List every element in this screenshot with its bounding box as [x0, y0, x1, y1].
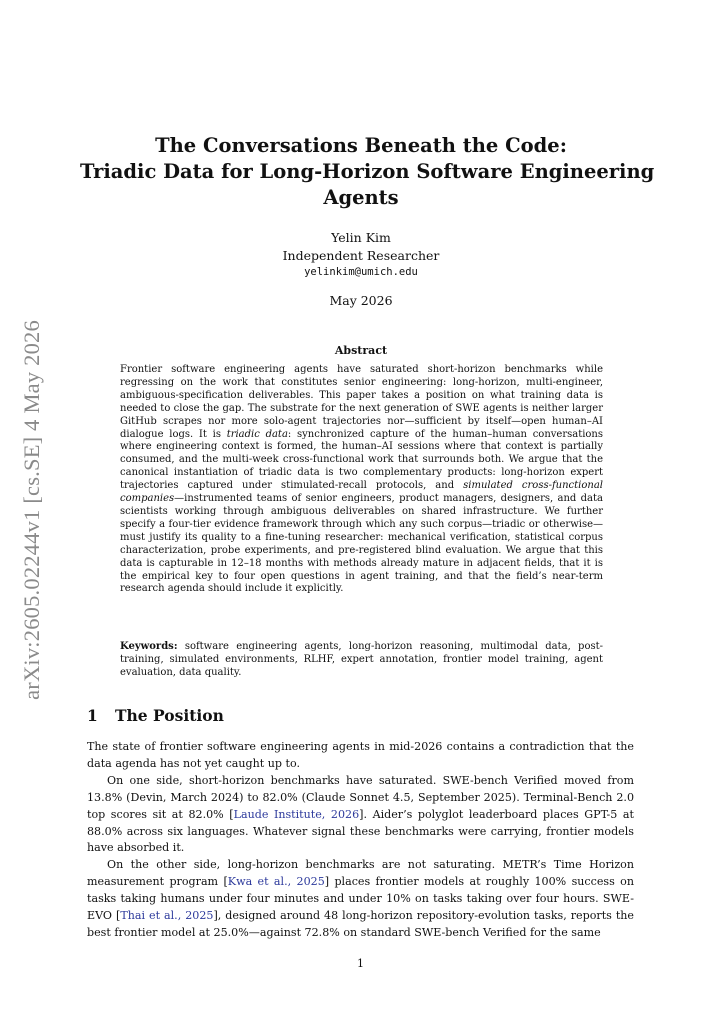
abstract-text-part-2: : synchronized capture of the human–human conversations where engineering context is formed, the human–AI sessions where that context is partially consumed, and the multi-week cross-functional work that surrounds both. We argue that the canonical instantiation of triadic data is two complementary products: long-horizon expert trajectories captured under stimulated-recall protocols, and	[120, 428, 604, 492]
abstract-emphasis-triadic-data: triadic data	[226, 428, 288, 440]
citation-thai-et-al[interactable]: Thai et al., 2025	[120, 909, 214, 923]
keywords-text: software engineering agents, long-horizon reasoning, multimodal data, post-training, simulated environments, RLHF, expert annotation, frontier model training, agent evaluation, data quality.	[120, 641, 603, 678]
citation-kwa-et-al[interactable]: Kwa et al., 2025	[227, 875, 325, 889]
author-email[interactable]: yelinkim@umich.edu	[304, 266, 418, 278]
paper-title	[80, 133, 655, 211]
paragraph-3	[87, 857, 634, 942]
paragraph-2	[87, 773, 634, 858]
page-number: 1	[357, 957, 364, 970]
paragraph-1: The state of frontier software engineering agents in mid-2026 contains a contradiction that the data agenda has not yet caught up to.	[87, 740, 634, 770]
paragraph-2-text-a: On one side, short-horizon benchmarks have saturated. SWE-bench Verified moved from 13.8% (Devin, March 2024) to 82.0% (Claude Sonnet 4.5, September 2025). Terminal-Bench 2.0 top scores sit at 82.0% [	[87, 773, 634, 821]
paragraph-3-text-a: On the other side, long-horizon benchmarks are not saturating. METR’s Time Horizon measurement program [	[87, 858, 634, 889]
arxiv-identifier-text: arXiv:2605.02244v1 [cs.SE] 4 May 2026	[19, 320, 45, 700]
title-line-1: The Conversations Beneath the Code:	[155, 134, 567, 157]
paragraph-3-text-b: ] places frontier models at roughly 100% success on tasks taking humans under four minutes and under 10% on tasks taking over four hours. SWE-EVO [	[87, 875, 634, 923]
abstract-text-part-1: Frontier software engineering agents have saturated short-horizon benchmarks while regressing on the work that constitutes senior engineering: long-horizon, multi-engineer, ambiguous-specification deliverables. This paper takes a position on what training data is needed to close the gap. The substrate for the next generation of SWE agents is neither larger GitHub scrapes nor more solo-agent trajectories nor—sufficient by itself—open human–AI dialogue logs. It is	[120, 364, 603, 440]
keywords-label: Keywords:	[120, 641, 178, 652]
title-line-3: Agents	[323, 186, 399, 209]
title-line-2: Triadic Data for Long-Horizon Software Engineering	[80, 160, 655, 183]
author-name: Yelin Kim	[331, 230, 391, 245]
abstract-text-part-3: —instrumented teams of senior engineers, product managers, designers, and data scientists working through ambiguous deliverables on shared infrastructure. We further specify a four-tier evidence framework through which any such corpus—triadic or otherwise—must justify its quality to a fine-tuning researcher: mechanical verification, statistical corpus characterization, probe experiments, and pre-registered blind evaluation. We argue that this data is capturable in 12–18 months with methods already mature in adjacent fields, that it is the empirical key to four open questions in agent training, and that the field’s near-term research agenda should include it explicitly.	[120, 493, 603, 595]
publication-date: May 2026	[329, 293, 393, 308]
abstract-emphasis-simulated-companies: simulated cross-functional companies	[120, 480, 603, 505]
abstract-body	[120, 364, 603, 596]
section-heading	[87, 706, 224, 725]
keywords-paragraph	[120, 641, 603, 680]
citation-laude-institute[interactable]: Laude Institute, 2026	[233, 807, 360, 821]
author-affiliation: Independent Researcher	[282, 248, 440, 263]
section-title: The Position	[115, 706, 224, 725]
arxiv-identifier-stamp	[14, 304, 50, 716]
abstract-heading: Abstract	[334, 344, 388, 357]
paragraph-3-text-c: ], designed around 48 long-horizon repository-evolution tasks, reports the best frontier model at 25.0%—against 72.8% on standard SWE-bench Verified for the same	[87, 909, 634, 939]
section-number: 1	[87, 706, 98, 725]
paragraph-2-text-b: ]. Aider’s polyglot leaderboard places GPT-5 at 88.0% across six languages. Whatever signal these benchmarks were carrying, frontier models have absorbed it.	[87, 807, 634, 855]
section-body	[87, 739, 634, 942]
